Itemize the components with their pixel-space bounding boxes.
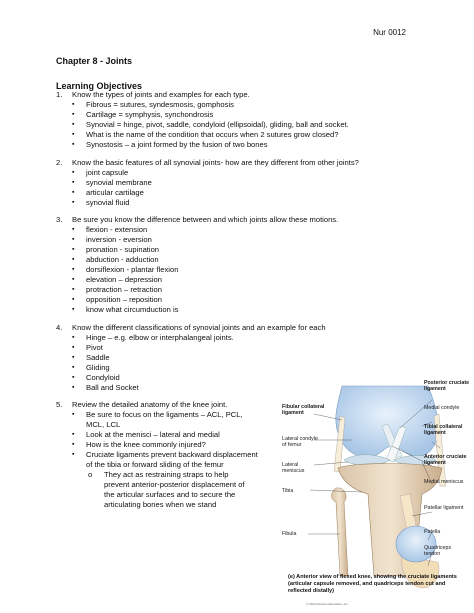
list-item: ▪ dorsiflexion - plantar flexion [72,265,178,275]
sub-line: They act as restraining straps to help [104,470,229,479]
list-item: ▪ Look at the menisci – lateral and medial [72,430,258,440]
sub-line: articulating bones when we stand [104,500,217,509]
list-item: ▪ protraction – retraction [72,285,178,295]
objective-text: Know the basic features of all synovial joints- how are they different from other joints? [72,158,359,167]
list-item: ▪ articular cartilage [72,188,152,198]
list-item: ▪ flexion - extension [72,225,178,235]
objective-text: Know the types of joints and examples for each type. [72,90,250,99]
objectives-heading: Learning Objectives [56,81,143,91]
label-tibia: Tibia [282,488,294,494]
list-item: ▪ synovial membrane [72,178,152,188]
label-medial-meniscus: Medial meniscus [424,479,464,485]
list-item: ▪ Synovial = hinge, pivot, saddle, condyloid (ellipsoidal), gliding, ball and socket. [72,120,349,130]
list-item: ▪ Cartilage = symphysis, synchondrosis [72,110,349,120]
list-item: ▪ opposition – reposition [72,295,178,305]
objective-5-bullets [72,410,258,470]
list-item: of the tibia or forward sliding of the femur [86,460,224,469]
list-item: ▪ know what circumduction is [72,305,178,315]
objective-number: 1. [56,90,63,99]
objective-number: 3. [56,215,63,224]
label-posterior-cruciate-ligament: Posterior cruciate ligament [424,380,470,392]
list-item: ▪ Gliding [72,363,234,373]
list-item: ▪ Hinge – e.g. elbow or interphalangeal joints. [72,333,234,343]
list-item: ▪ Pivot [72,343,234,353]
list-item: ▪ Cruciate ligaments prevent backward displacement [72,450,258,460]
list-item: ▪ synovial fluid [72,198,152,208]
list-item: ▪ Be sure to focus on the ligaments – ACL, PCL, [72,410,258,420]
objective-2-bullets [72,168,152,208]
figure-copyright: © 2013 Pearson Education, Inc. [306,602,349,606]
list-item: ▪ How is the knee commonly injured? [72,440,258,450]
objective-4-bullets [72,333,234,393]
sub-line: the articular surfaces and to secure the [104,490,236,499]
label-patellar-ligament: Patellar ligament [424,505,464,511]
list-item: ▪ pronation - supination [72,245,178,255]
list-item: ▪ elevation – depression [72,275,178,285]
list-item: ▪ Fibrous = sutures, syndesmosis, gomphosis [72,100,349,110]
label-medial-condyle: Medial condyle [424,405,460,411]
label-patella: Patella [424,529,441,535]
label-anterior-cruciate-ligament: Anterior cruciate ligament [424,454,467,466]
label-lateral-condyle: Lateral condyle of femur [282,436,318,448]
list-item: ▪ Synostosis – a joint formed by the fusion of two bones [72,140,349,150]
label-fibular-collateral-ligament: Fibular collateral ligament [282,404,325,416]
list-item: ▪ abduction - adduction [72,255,178,265]
list-item: ▪ inversion - eversion [72,235,178,245]
sub-line: prevent anterior-posterior displacement of [104,480,245,489]
objective-number: 2. [56,158,63,167]
chapter-title: Chapter 8 - Joints [56,56,133,66]
list-item: ▪ Ball and Socket [72,383,234,393]
label-quadriceps-tendon: Quadriceps tendon [424,545,452,557]
objective-number: 5. [56,400,63,409]
objective-number: 4. [56,323,63,332]
label-tibial-collateral-ligament: Tibial collateral ligament [424,424,463,436]
list-item: MCL, LCL [86,420,121,429]
list-item: ▪ What is the name of the condition that occurs when 2 sutures grow closed? [72,130,349,140]
figure-caption: (e) Anterior view of flexed knee, showing the cruciate ligaments (articular capsule removed, and quadriceps tendon cut and reflected distally) [288,574,457,594]
list-item: ▪ joint capsule [72,168,152,178]
label-lateral-meniscus: Lateral meniscus [282,462,305,474]
objective-text: Be sure you know the difference between and which joints allow these motions. [72,215,339,224]
objective-1-bullets [72,100,349,150]
list-item: ▪ Saddle [72,353,234,363]
label-fibula: Fibula [282,531,297,537]
list-item: ▪ Condyloid [72,373,234,383]
objective-text: Know the different classifications of synovial joints and an example for each [72,323,326,332]
objective-3-bullets [72,225,178,315]
objective-text: Review the detailed anatomy of the knee joint. [72,400,228,409]
sub-bullet-mark: o [88,470,93,479]
course-code: Nur 0012 [373,28,406,37]
